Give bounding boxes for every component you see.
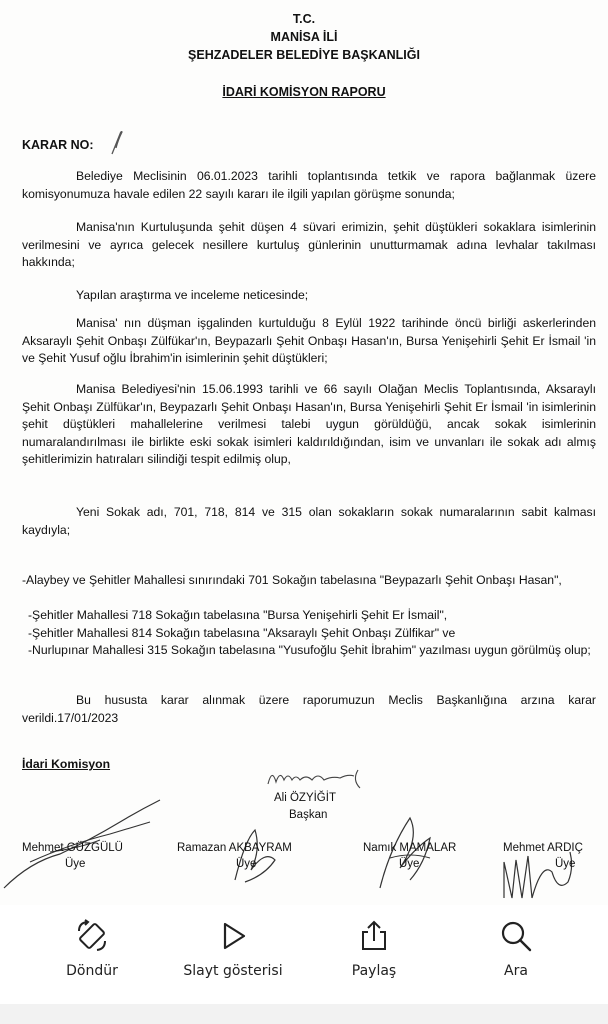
- rotate-label: Döndür: [66, 963, 118, 979]
- system-nav-bar: [0, 1004, 608, 1024]
- paragraph-7: Bu hususta karar alınmak üzere raporumuzun Meclis Başkanlığına arzına karar verildi.17/01/2023: [22, 693, 596, 725]
- header-municipality: ŞEHZADELER BELEDİYE BAŞKANLIĞI: [188, 48, 420, 62]
- play-icon: [216, 919, 250, 953]
- search-label: Ara: [504, 963, 528, 979]
- slideshow-button[interactable]: [168, 919, 298, 999]
- chair-name: Ali ÖZYİĞİT: [274, 792, 336, 804]
- member-4-name: Mehmet ARDIÇ: [503, 842, 583, 854]
- member-1-role: Üye: [65, 858, 86, 870]
- header-province: MANİSA İLİ: [270, 30, 338, 44]
- member-3-name: Namık MAMALAR: [363, 842, 457, 854]
- paragraph-2: Manisa'nın Kurtuluşunda şehit düşen 4 süvari erimizin, şehit düştükleri sokaklara isimlerinin verilmesini ve ayrıca gelecek nesillere kurtuluş günlerinin unutturmamak adına levhalar takılması hakkında;: [22, 220, 596, 269]
- member-2-role: Üye: [236, 858, 257, 870]
- share-icon: [357, 919, 391, 953]
- rotate-button[interactable]: [27, 919, 157, 999]
- paragraph-5: Manisa Belediyesi'nin 15.06.1993 tarihli ve 66 sayılı Olağan Meclis Toplantısında, Aksaraylı Şehit Onbaşı Zülfükar'ın, Beypazarlı Şehit Onbaşı Hasan'ın, Bursa Yenişehirli Şehit Er İsmail 'in isimlerinin şehit düştükleri mahallelerine verilmesi talebi uygun görüldüğü, ancak sokak isimlerinin numaralandırılması ile birlikte eski sokak isimleri kaldırıldığından, isim ve unvanları ile sokak adı almış şehitlerimizin hatıraları silindiği tespit edilmiş olup,: [22, 382, 596, 466]
- search-icon: [499, 919, 533, 953]
- paragraph-3: Yapılan araştırma ve inceleme neticesinde;: [76, 288, 309, 302]
- member-1-name: Mehmet GÜZGÜLÜ: [22, 842, 123, 854]
- member-2-name: Ramazan AKBAYRAM: [177, 842, 292, 854]
- member-4-role: Üye: [555, 858, 576, 870]
- rotate-icon: [75, 919, 109, 953]
- member-3-role: Üye: [399, 858, 420, 870]
- list-item: -Şehitler Mahallesi 814 Sokağın tabelasına "Aksaraylı Şehit Onbaşı Zülfikar" ve: [28, 626, 456, 640]
- karar-no-handwritten-mark: [108, 128, 126, 158]
- chair-signature: [262, 762, 372, 792]
- list-item: -Şehitler Mahallesi 718 Sokağın tabelasına "Bursa Yenişehirli Şehit Er İsmail",: [28, 608, 448, 622]
- share-label: Paylaş: [351, 963, 397, 979]
- report-title: İDARİ KOMİSYON RAPORU: [222, 85, 386, 99]
- chair-role: Başkan: [289, 809, 328, 821]
- slideshow-label: Slayt gösterisi: [183, 963, 283, 979]
- paragraph-6: Yeni Sokak adı, 701, 718, 814 ve 315 olan sokakların sokak numaralarının sabit kalması kaydıyla;: [22, 505, 596, 537]
- search-button[interactable]: [451, 919, 581, 999]
- list-item: -Nurlupınar Mahallesi 315 Sokağın tabelasına "Yusufoğlu Şehit İbrahim" yazılması uygun görülmüş olup;: [28, 643, 591, 657]
- list-item: -Alaybey ve Şehitler Mahallesi sınırındaki 701 Sokağın tabelasına "Beypazarlı Şehit Onbaşı Hasan",: [22, 573, 562, 587]
- paragraph-4: Manisa' nın düşman işgalinden kurtulduğu 8 Eylül 1922 tarihinde öncü birliği askerlerinden Aksaraylı Şehit Onbaşı Zülfükar'ın, Beypazarlı Şehit Onbaşı Hasan'ın, Bursa Yenişehirli Şehit Er İsmail 'in ve Şehit Yusuf oğlu İbrahim'in isimlerinin şehit düştükleri;: [22, 316, 596, 365]
- paragraph-1: Belediye Meclisinin 06.01.2023 tarihli toplantısında tetkik ve rapora bağlanmak üzere komisyonumuza havale edilen 22 sayılı kararı ile ilgili yapılan görüşme sonunda;: [22, 169, 596, 201]
- komisyon-label: İdari Komisyon: [22, 757, 111, 771]
- member-2-signature: [215, 820, 295, 890]
- header-tc: T.C.: [292, 12, 316, 26]
- karar-no-label: KARAR NO:: [22, 138, 94, 152]
- share-button[interactable]: [309, 919, 439, 999]
